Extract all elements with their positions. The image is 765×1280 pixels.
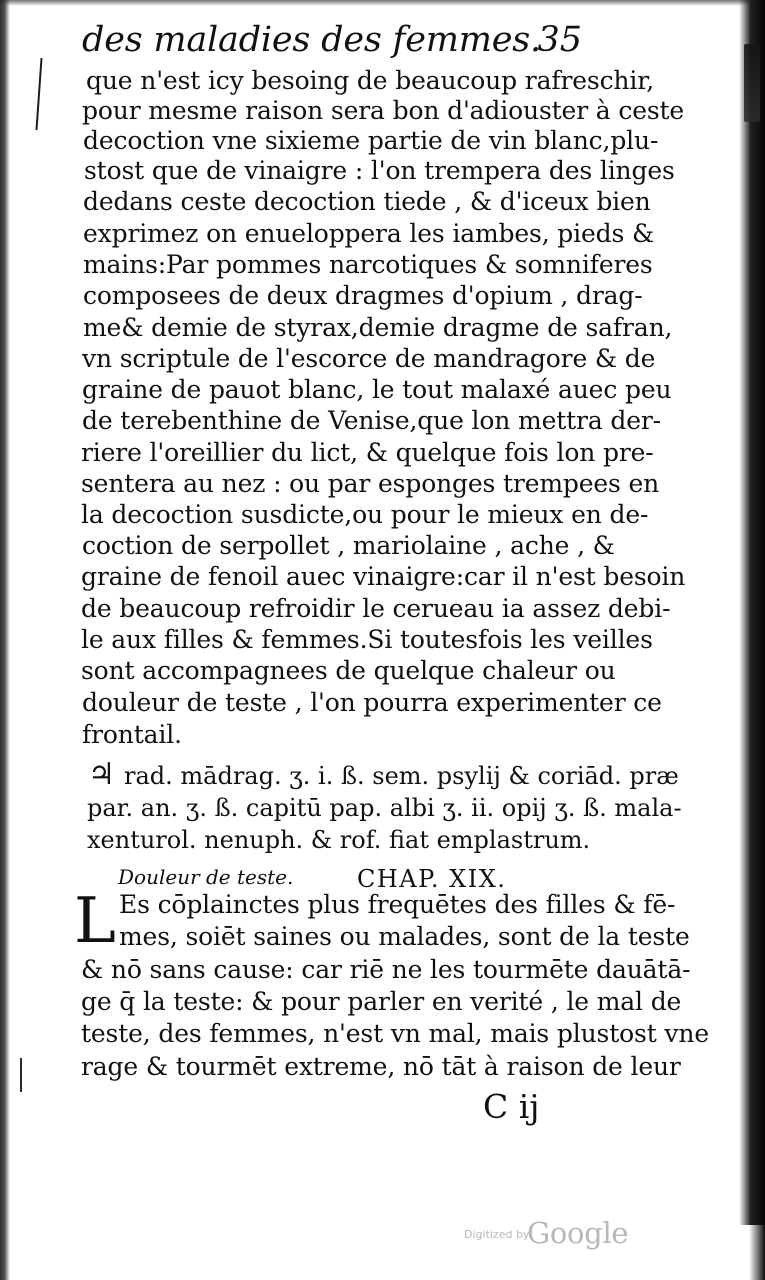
recipe-line: xenturol. nenuph. & rof. fiat emplastrum. [87,826,591,854]
marginal-note: Douleur de teste. [118,865,294,889]
drop-cap-letter: L [74,884,116,957]
left-page-edge [0,0,10,1280]
body-line: stost que de vinaigre : l'on trempera des linges [84,156,675,185]
watermark-prefix: Digitized by [464,1228,530,1241]
right-margin-mark [744,44,760,122]
body-line: la decoction susdicte,ou pour le mieux en de- [81,500,649,529]
body-line: graine de fenoil auec vinaigre:car il n'est besoin [81,562,686,591]
chapter-line: Es cōplainctes plus frequētes des filles & fē- [119,890,676,919]
body-line: de terebenthine de Venise,que lon mettra der- [82,406,661,435]
body-line: vn scriptule de l'escorce de mandragore & de [82,344,656,373]
body-line: exprimez on enueloppera les iambes, pieds & [83,219,655,248]
google-logo-text: Google [527,1216,629,1250]
body-line: composees de deux dragmes d'opium , drag- [83,281,643,310]
body-line: coction de serpollet , mariolaine , ache , & [82,531,615,560]
body-line: que n'est icy besoing de beaucoup rafreschir, [86,66,655,95]
chapter-line: mes, soiēt saines ou malades, sont de la teste [119,922,690,951]
body-line: sentera au nez : ou par esponges trempees en [81,469,660,498]
chapter-heading: CHAP. XIX. [357,865,507,893]
page-number: 35 [537,20,582,60]
body-line: douleur de teste , l'on pourra experimenter ce [82,688,662,717]
body-line: le aux filles & femmes.Si toutesfois les veilles [81,625,653,654]
right-page-edge [739,0,765,1225]
body-line: sont accompagnees de quelque chaleur ou [81,656,616,685]
recipe-line: rad. mādrag. ʒ. i. ß. sem. psylij & coriād. præ [124,762,679,790]
recipe-line: par. an. ʒ. ß. capitū pap. albi ʒ. ii. opij ʒ. ß. mala- [87,794,682,822]
jupiter-icon: ♃ [88,757,115,792]
chapter-line: rage & tourmēt extreme, nō tāt à raison de leur [81,1052,681,1081]
body-line: dedans ceste decoction tiede , & d'iceux bien [83,187,651,216]
body-line: graine de pauot blanc, le tout malaxé auec peu [82,375,672,404]
chapter-line: teste, des femmes, n'est vn mal, mais plustost vne [81,1019,709,1048]
page-title: des maladies des femmes. [82,20,541,60]
body-line: frontail. [82,720,182,749]
body-line: decoction vne sixieme partie de vin blanc,plu- [83,126,659,155]
right-page-edge-lower [749,1225,765,1280]
body-line: de beaucoup refroidir le cerueau ia assez debi- [81,594,671,623]
body-line: mains:Par pommes narcotiques & somniferes [83,250,653,279]
body-line: me& demie de styrax,demie dragme de safran, [83,313,673,342]
chapter-line: & nō sans cause: car riē ne les tourmēte dauātā- [81,955,691,984]
body-line: riere l'oreillier du lict, & quelque fois lon pre- [81,438,654,467]
digitized-watermark [464,1218,634,1254]
body-line: pour mesme raison sera bon d'adiouster à ceste [82,96,685,125]
chapter-line: ge q̄ la teste: & pour parler en verité , le mal de [81,987,682,1016]
binding-mark-bottom [20,1058,22,1092]
signature-mark: C ij [483,1087,540,1126]
